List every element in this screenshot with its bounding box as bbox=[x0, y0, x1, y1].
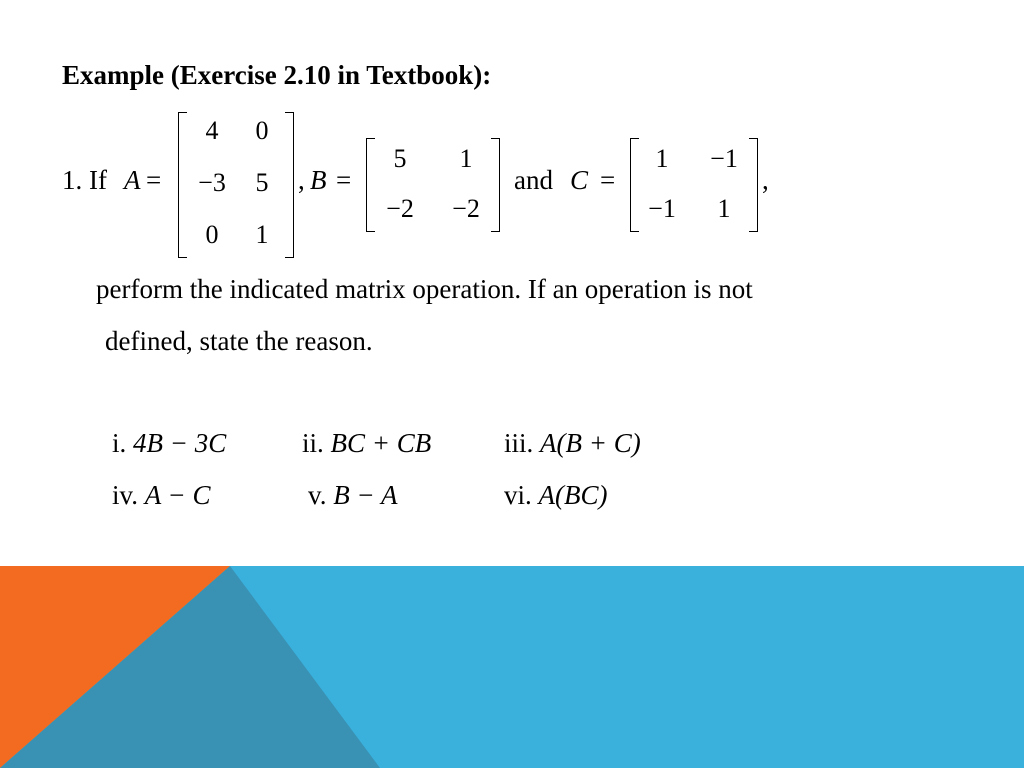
matrix-b-name: B bbox=[310, 165, 327, 195]
matrix-cell: 1 bbox=[255, 220, 269, 249]
operation-i bbox=[112, 428, 226, 459]
operation-label: vi. bbox=[504, 480, 532, 510]
trailing-comma: , bbox=[762, 165, 769, 195]
operation-v bbox=[308, 480, 397, 511]
operation-expression: 4B − 3C bbox=[133, 428, 227, 458]
operation-expression: A(B + C) bbox=[540, 428, 641, 458]
operation-label: v. bbox=[308, 480, 327, 510]
and-text: and bbox=[514, 165, 553, 195]
matrix-a-name: A bbox=[124, 165, 141, 195]
instruction-line-2: defined, state the reason. bbox=[105, 326, 373, 356]
equals-sign-b: = bbox=[336, 165, 352, 195]
matrix-cell: 1 bbox=[655, 144, 669, 173]
equals-sign-a: = bbox=[146, 165, 162, 195]
operation-iii bbox=[504, 428, 641, 459]
problem-statement bbox=[62, 108, 822, 258]
matrix-cell: −1 bbox=[710, 144, 738, 173]
operation-ii bbox=[302, 428, 431, 459]
matrix-cell: 1 bbox=[459, 144, 473, 173]
matrix-cell: −2 bbox=[452, 194, 480, 223]
example-heading: Example (Exercise 2.10 in Textbook): bbox=[62, 60, 492, 90]
matrix-cell: −1 bbox=[648, 194, 676, 223]
operation-label: i. bbox=[112, 428, 127, 458]
operation-label: iv. bbox=[112, 480, 138, 510]
instruction-line-1: perform the indicated matrix operation. If an operation is not bbox=[96, 274, 753, 304]
matrix-cell: 0 bbox=[255, 116, 269, 145]
matrix-cell: −3 bbox=[198, 168, 226, 197]
matrix-a bbox=[178, 112, 294, 258]
matrix-c-name: C bbox=[570, 165, 589, 195]
operation-expression: BC + CB bbox=[330, 428, 432, 458]
matrix-c bbox=[630, 138, 758, 232]
equals-sign-c: = bbox=[600, 165, 616, 195]
matrix-cell: 4 bbox=[205, 116, 219, 145]
operation-expression: A(BC) bbox=[538, 480, 608, 510]
operation-expression: B − A bbox=[333, 480, 398, 510]
operation-label: iii. bbox=[504, 428, 534, 458]
operation-vi bbox=[504, 480, 608, 511]
decorative-footer-shapes bbox=[0, 566, 1024, 768]
matrix-cell: 5 bbox=[393, 144, 407, 173]
matrix-cell: 1 bbox=[717, 194, 731, 223]
matrix-cell: 0 bbox=[205, 220, 219, 249]
operation-label: ii. bbox=[302, 428, 324, 458]
comma-separator: , bbox=[298, 165, 305, 195]
operation-iv bbox=[112, 480, 210, 511]
matrix-cell: −2 bbox=[386, 194, 414, 223]
matrix-b bbox=[366, 138, 500, 232]
matrix-cell: 5 bbox=[255, 168, 269, 197]
problem-lead: 1. If bbox=[62, 165, 107, 195]
operation-expression: A − C bbox=[144, 480, 211, 510]
